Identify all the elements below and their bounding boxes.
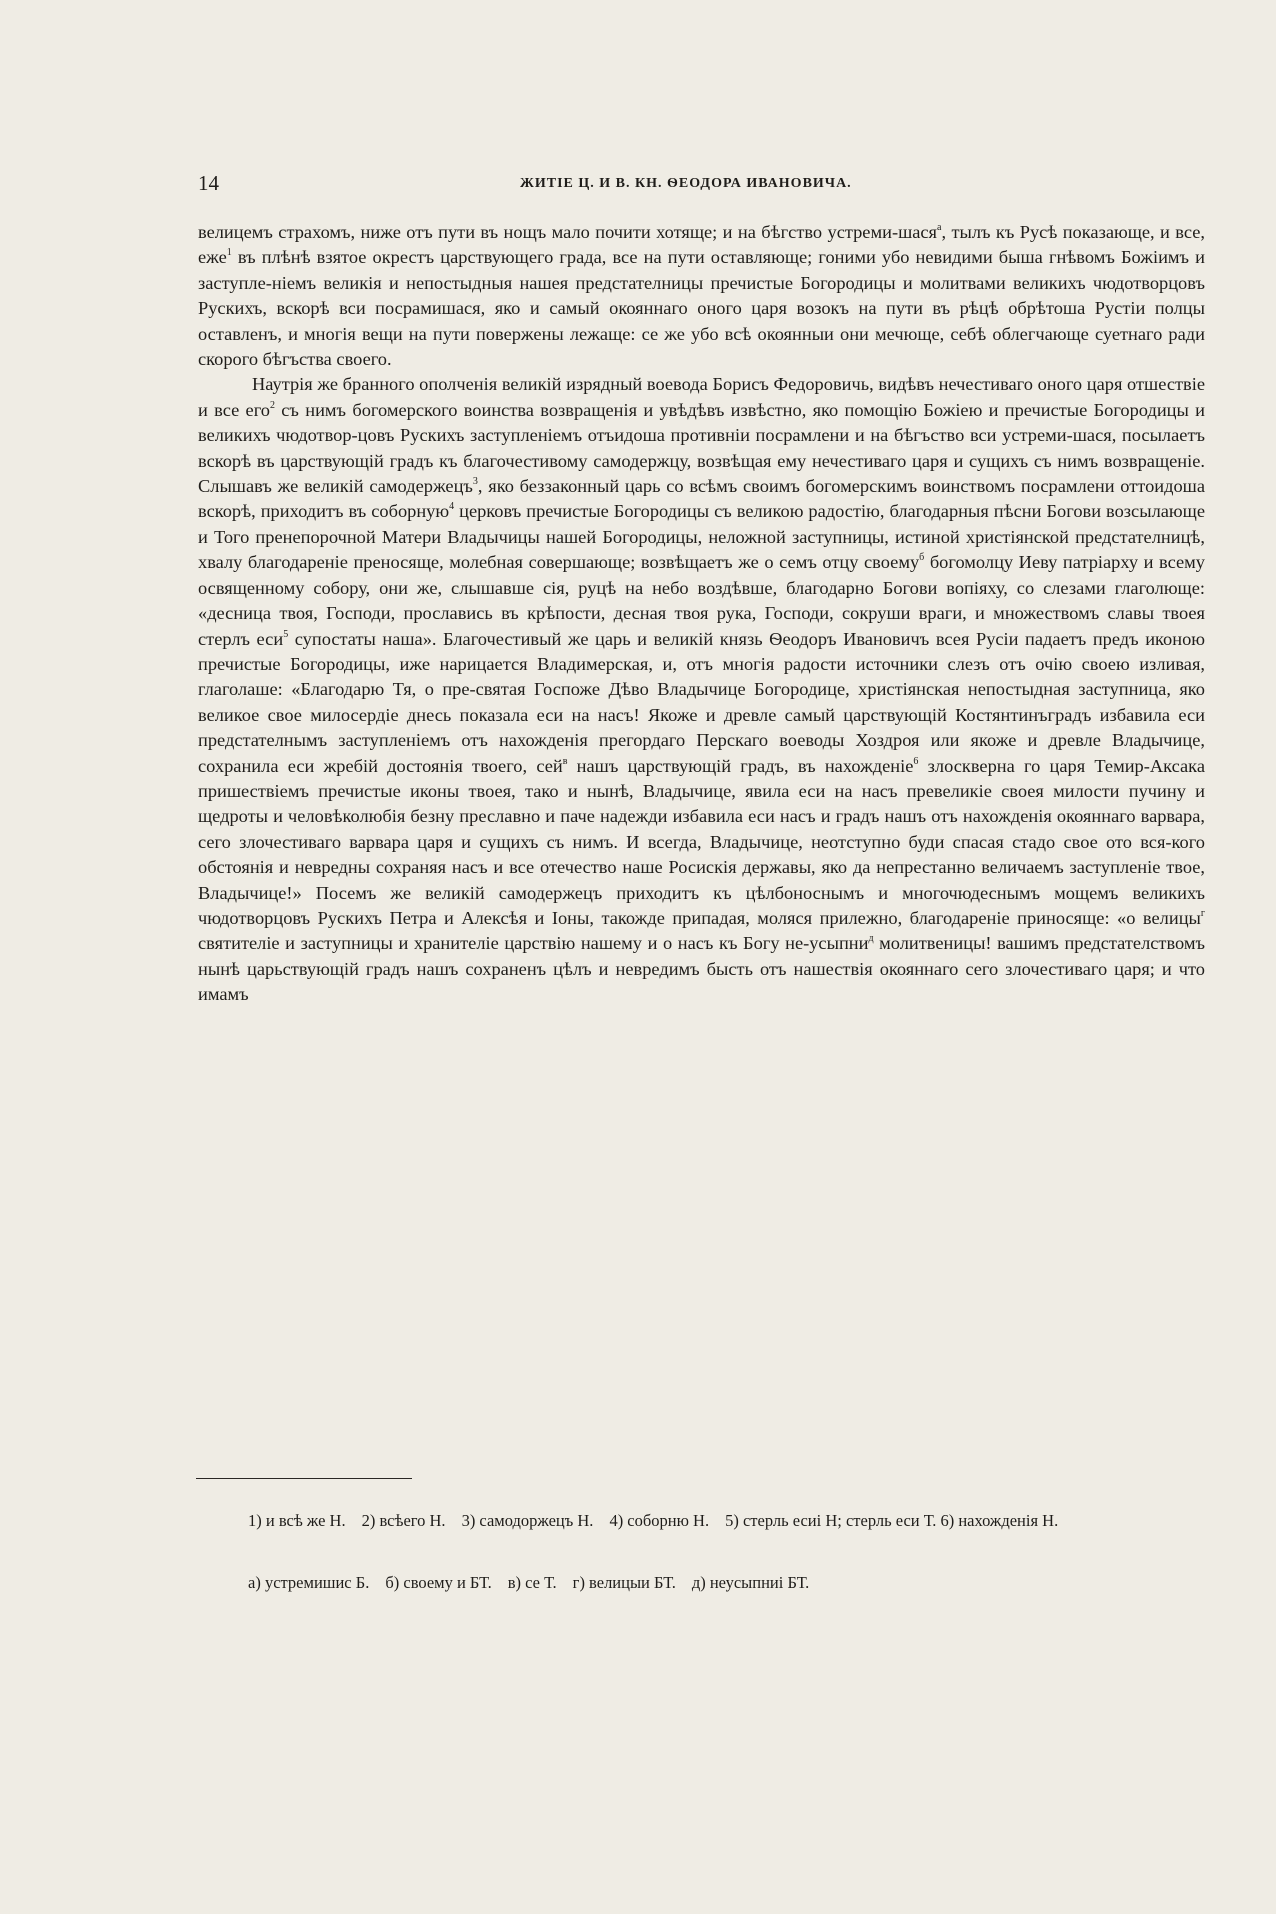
paragraph-2	[198, 372, 1205, 1007]
footnote: а) устремишис Б.	[248, 1573, 370, 1592]
main-text	[198, 220, 1205, 1008]
lettered-footnotes	[198, 1570, 1205, 1595]
text-span: Наутрія же бранного ополченія великій изрядный воевода Борисъ Федоровичь, видѣвъ нечестиваго оного царя отшествіе и все его	[198, 374, 1205, 420]
page-number: 14	[198, 171, 219, 195]
running-title: ЖИТІЕ Ц. И В. КН. ѲЕОДОРА ИВАНОВИЧА.	[520, 176, 852, 191]
footnote-divider	[196, 1478, 412, 1479]
footnote: д) неусыпниі БТ.	[691, 1573, 810, 1592]
footnote-ref: а	[937, 222, 942, 233]
text-span: , яко беззаконный царь со всѣмъ своимъ богомерскимъ воинствомъ посрамлени оттоидоша вскорѣ, приходитъ въ соборную	[198, 476, 1205, 522]
footnote: 5) стерль есиі Н; стерль еси Т.	[725, 1511, 937, 1530]
footnote: б) своему и БТ.	[385, 1573, 492, 1592]
text-span: молитвеницы! вашимъ предстателствомъ нынѣ царьствующій градъ нашъ сохраненъ цѣлъ и невредимъ бысть отъ нашествія окояннаго сего злочестиваго царя; и что имамъ	[198, 933, 1205, 1005]
text-span: злоскверна го царя Темир-Аксака пришествіемъ пречистые иконы твоея, тако и нынѣ, Владычице, явила еси на насъ превеликіе своея милости пучину и щедроты и человѣколюбія безну преславно и паче надежди избавила еси насъ и градъ нашъ отъ нахожденія окояннаго варвара, сего злочестиваго варвара царя и сущихъ съ нимъ. И всегда, Владычице, неотступно буди спасая стадо свое ото вся-кого обстоянія и невредны сохраняя насъ и все отечество наше Росискія державы, яко да непрестанно величаемъ заступленіе твое, Владычице!» Посемъ же великій самодержецъ приходитъ къ цѣлбоноснымъ и многочюдеснымъ мощемъ великихъ чюдотворцовъ Рускихъ Петра и Алексѣя и Іоны, такожде припадая, моляся прилежно, благодареніе приносяще: «о велицы	[198, 755, 1205, 928]
text-span: въ плѣнѣ взятое окрестъ царствующего града, все на пути оставляюще; гоними убо невидими быша гнѣвомъ Божіимъ и заступле-ніемъ великія и непостыдныя нашея предстателницы пречистые Богородицы и молитвами великихъ чюдотворцовъ Рускихъ, вскорѣ вси посрамишася, яко и самый окояннаго оного царя возокъ на пути въ рѣцѣ обрѣтоша Рустіи полцы оставленъ, и многія вещи на пути повержены лежаще: се же убо всѣ окоянныи они мечюще, себѣ облегчающе суетнаго ради скорого бѣгъства своего.	[198, 247, 1205, 370]
footnote-ref: 1	[226, 247, 232, 259]
footnote-ref: 5	[283, 628, 289, 640]
footnote: г) велицыи БТ.	[572, 1573, 676, 1592]
text-span: церковъ пречистые Богородицы съ великою радостію, благодарныя пѣсни Богови возсылающе и Того пренепорочной Матери Владычицы нашей Богородицы, неложной заступницы, истиной христіянской предстателницѣ, хвалу благодареніе преносяще, молебная совершающе; возвѣщаетъ же о семъ отцу своему	[198, 501, 1205, 573]
page-header	[198, 171, 1205, 201]
footnote: 2) всѣего Н.	[361, 1511, 446, 1530]
footnote: в) се Т.	[507, 1573, 557, 1592]
footnote-ref: г	[1200, 907, 1205, 919]
footnote-ref: в	[562, 755, 568, 767]
paragraph-1	[198, 220, 1205, 372]
text-span: нашъ царствующій градъ, въ нахожденіе	[567, 755, 914, 776]
footnote: 3) самодоржецъ Н.	[461, 1511, 594, 1530]
text-span: святителіе и заступницы и хранителіе царствію нашему и о насъ къ Богу не-усыпни	[198, 933, 869, 954]
footnote-ref: 2	[269, 399, 275, 411]
text-span: богомолцу Иеву патріарху и всему освященному собору, они же, слышавше сія, руцѣ на небо воздѣвше, благодарно Богови вопіяху, со слезами глаголюще: «десница твоя, Господи, прославись въ крѣпости, десная твоя рука, Господи, сокруши враги, и множествомъ славы твоея стерлъ еси	[198, 552, 1206, 649]
footnote-ref: б	[919, 552, 925, 564]
footnote-ref: 6	[913, 755, 919, 767]
footnote: 1) и всѣ же Н.	[248, 1511, 346, 1530]
footnote-ref: 4	[449, 501, 455, 513]
text-span: съ нимъ богомерского воинства возвращенія и увѣдѣвъ извѣстно, яко помощію Божіею и пречистые Богородицы и великихъ чюдотвор-цовъ Рускихъ заступленіемъ отъидоша противніи посрамлени и на бѣгъство вси устреми-шася, посылаетъ вскорѣ въ царствующій градъ къ благочестивому самодержцу, возвѣщая ему нечестиваго царя и сущихъ съ нимъ возвращеніе. Слышавъ же великій самодержецъ	[198, 399, 1205, 497]
footnote: 6) нахожденія Н.	[940, 1511, 1059, 1530]
footnote-ref: 3	[472, 476, 478, 488]
footnote-ref: д	[868, 933, 874, 945]
text-span: велицемъ страхомъ, ниже отъ пути въ нощъ мало почити хотяще; и на бѣгство устреми-шася	[198, 222, 938, 242]
text-span: , тылъ къ Русѣ показающе, и все, еже	[198, 222, 1205, 268]
numbered-footnotes	[198, 1508, 1205, 1533]
text-span: супостаты наша». Благочестивый же царь и великій князь Ѳеодоръ Ивановичъ всея Русіи падаетъ предъ иконою пречистые Богородицы, иже нарицается Владимерская, и, отъ многія радости источники слезъ отъ очію своею изливая, глаголаше: «Благодарю Тя, о пре-святая Госпоже Дѣво Владычице Богородице, христіянская непостыдная заступница, яко великое свое милосердіе днесь показала еси на насъ! Якоже и древле самый царствующій Костянтинъградъ избавила еси предстателнымъ заступленіемъ отъ нахожденія прегордаго Перскаго воеводы Хоздроя или якоже и древле Владычице, сохранила еси жребій достоянія твоего, сей	[198, 628, 1206, 776]
footnote: 4) соборню Н.	[609, 1511, 710, 1530]
